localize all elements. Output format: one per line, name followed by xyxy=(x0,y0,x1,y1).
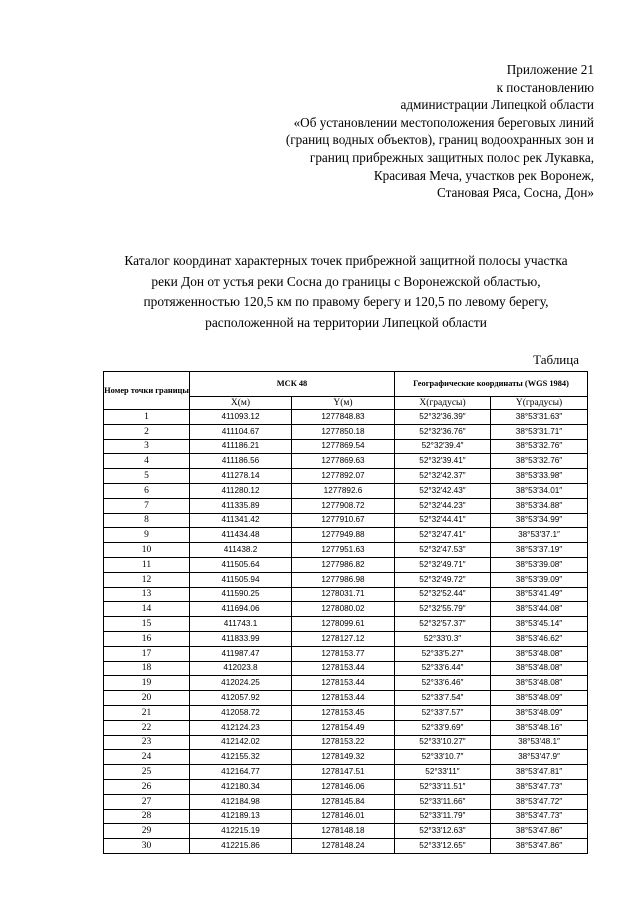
cell-msk-x: 411093.12 xyxy=(190,410,292,425)
cell-msk-y: 1277910.67 xyxy=(292,513,395,528)
cell-point-number: 7 xyxy=(104,498,190,513)
cell-geo-x: 52°33′12.63″ xyxy=(395,824,491,839)
cell-msk-x: 412184.98 xyxy=(190,794,292,809)
cell-point-number: 28 xyxy=(104,809,190,824)
cell-geo-x: 52°33′0.3″ xyxy=(395,631,491,646)
table-row xyxy=(104,602,588,617)
cell-geo-x: 52°33′9.69″ xyxy=(395,720,491,735)
cell-msk-x: 411590.25 xyxy=(190,587,292,602)
table-row xyxy=(104,439,588,454)
cell-msk-x: 411833.99 xyxy=(190,631,292,646)
table-row xyxy=(104,513,588,528)
cell-msk-x: 412057.92 xyxy=(190,691,292,706)
cell-point-number: 15 xyxy=(104,617,190,632)
cell-msk-y: 1277951.63 xyxy=(292,543,395,558)
table-row xyxy=(104,498,588,513)
cell-geo-y: 38°53′37.1″ xyxy=(491,528,588,543)
cell-msk-y: 1278153.77 xyxy=(292,646,395,661)
cell-msk-y: 1277908.72 xyxy=(292,498,395,513)
cell-geo-y: 38°53′39.08″ xyxy=(491,557,588,572)
cell-msk-x: 412142.02 xyxy=(190,735,292,750)
table-label: Таблица xyxy=(533,352,579,367)
document-title xyxy=(72,251,620,333)
appendix-line: к постановлению xyxy=(496,79,594,95)
cell-point-number: 22 xyxy=(104,720,190,735)
appendix-line: Приложение 21 xyxy=(506,62,594,77)
cell-msk-x: 412024.25 xyxy=(190,676,292,691)
cell-geo-y: 38°53′34.88″ xyxy=(491,498,588,513)
cell-msk-y: 1278153.44 xyxy=(292,691,395,706)
cell-geo-y: 38°53′44.08″ xyxy=(491,602,588,617)
table-row xyxy=(104,824,588,839)
cell-geo-y: 38°53′48.08″ xyxy=(491,646,588,661)
table-row xyxy=(104,410,588,425)
cell-msk-x: 411186.21 xyxy=(190,439,292,454)
table-row xyxy=(104,483,588,498)
cell-geo-y: 38°53′31.63″ xyxy=(491,410,588,425)
cell-point-number: 23 xyxy=(104,735,190,750)
cell-geo-y: 38°53′33.98″ xyxy=(491,469,588,484)
cell-msk-y: 1277869.54 xyxy=(292,439,395,454)
cell-msk-x: 411987.47 xyxy=(190,646,292,661)
header-msk: МСК 48 xyxy=(190,372,395,397)
cell-msk-x: 412164.77 xyxy=(190,765,292,780)
cell-geo-y: 38°53′47.86″ xyxy=(491,839,588,854)
cell-geo-y: 38°53′32.76″ xyxy=(491,439,588,454)
cell-geo-y: 38°53′47.86″ xyxy=(491,824,588,839)
cell-geo-y: 38°53′47.72″ xyxy=(491,794,588,809)
table-row xyxy=(104,424,588,439)
table-row xyxy=(104,839,588,854)
appendix-line: «Об установлении местоположения береговых линий xyxy=(293,114,594,130)
cell-msk-y: 1278153.45 xyxy=(292,705,395,720)
cell-geo-y: 38°53′46.62″ xyxy=(491,631,588,646)
cell-point-number: 17 xyxy=(104,646,190,661)
table-row xyxy=(104,661,588,676)
cell-geo-x: 52°32′44.41″ xyxy=(395,513,491,528)
cell-geo-y: 38°53′31.71″ xyxy=(491,424,588,439)
cell-geo-y: 38°53′48.08″ xyxy=(491,676,588,691)
cell-msk-y: 1277869.63 xyxy=(292,454,395,469)
cell-msk-x: 412023.8 xyxy=(190,661,292,676)
cell-geo-y: 38°53′37.19″ xyxy=(491,543,588,558)
cell-msk-x: 411341.42 xyxy=(190,513,292,528)
cell-point-number: 25 xyxy=(104,765,190,780)
table-row xyxy=(104,676,588,691)
cell-geo-x: 52°33′6.44″ xyxy=(395,661,491,676)
cell-msk-y: 1277892.07 xyxy=(292,469,395,484)
cell-msk-y: 1278153.22 xyxy=(292,735,395,750)
cell-point-number: 2 xyxy=(104,424,190,439)
table-row xyxy=(104,765,588,780)
cell-msk-x: 412124.23 xyxy=(190,720,292,735)
cell-msk-y: 1277850.18 xyxy=(292,424,395,439)
appendix-line: Красивая Меча, участков рек Воронеж, xyxy=(373,167,594,183)
table-row xyxy=(104,587,588,602)
cell-point-number: 24 xyxy=(104,750,190,765)
cell-point-number: 30 xyxy=(104,839,190,854)
cell-point-number: 9 xyxy=(104,528,190,543)
cell-msk-x: 411278.14 xyxy=(190,469,292,484)
appendix-header xyxy=(174,61,594,202)
cell-geo-y: 38°53′48.09″ xyxy=(491,705,588,720)
subheader-y-deg: Y(градусы) xyxy=(491,397,588,410)
cell-msk-x: 411104.67 xyxy=(190,424,292,439)
cell-msk-y: 1278153.44 xyxy=(292,661,395,676)
cell-geo-x: 52°32′42.43″ xyxy=(395,483,491,498)
cell-point-number: 16 xyxy=(104,631,190,646)
cell-msk-y: 1277949.88 xyxy=(292,528,395,543)
cell-geo-y: 38°53′47.9″ xyxy=(491,750,588,765)
cell-point-number: 5 xyxy=(104,469,190,484)
cell-geo-x: 52°32′39.4″ xyxy=(395,439,491,454)
cell-geo-y: 38°53′41.49″ xyxy=(491,587,588,602)
cell-point-number: 11 xyxy=(104,557,190,572)
cell-geo-y: 38°53′39.09″ xyxy=(491,572,588,587)
cell-geo-x: 52°32′39.41″ xyxy=(395,454,491,469)
table-row xyxy=(104,572,588,587)
cell-msk-y: 1278154.49 xyxy=(292,720,395,735)
header-point-number: Номер точки границы xyxy=(104,372,190,410)
cell-geo-x: 52°32′57.37″ xyxy=(395,617,491,632)
cell-geo-x: 52°32′52.44″ xyxy=(395,587,491,602)
title-line: расположенной на территории Липецкой области xyxy=(205,314,487,330)
cell-geo-x: 52°32′55.79″ xyxy=(395,602,491,617)
cell-point-number: 19 xyxy=(104,676,190,691)
cell-msk-x: 412215.19 xyxy=(190,824,292,839)
table-row xyxy=(104,809,588,824)
cell-msk-x: 412180.34 xyxy=(190,779,292,794)
cell-msk-y: 1278148.18 xyxy=(292,824,395,839)
cell-msk-y: 1278146.01 xyxy=(292,809,395,824)
table-row xyxy=(104,705,588,720)
table-row xyxy=(104,646,588,661)
header-geographic: Географические координаты (WGS 1984) xyxy=(395,372,588,397)
cell-geo-y: 38°53′48.1″ xyxy=(491,735,588,750)
table-row xyxy=(104,691,588,706)
cell-msk-y: 1278146.06 xyxy=(292,779,395,794)
cell-point-number: 13 xyxy=(104,587,190,602)
table-row xyxy=(104,543,588,558)
table-row xyxy=(104,528,588,543)
table-row xyxy=(104,617,588,632)
cell-geo-x: 52°32′42.37″ xyxy=(395,469,491,484)
cell-msk-y: 1278127.12 xyxy=(292,631,395,646)
cell-point-number: 14 xyxy=(104,602,190,617)
cell-point-number: 6 xyxy=(104,483,190,498)
appendix-line: границ прибрежных защитных полос рек Лукавка, xyxy=(309,149,594,165)
table-row xyxy=(104,720,588,735)
cell-geo-y: 38°53′47.73″ xyxy=(491,779,588,794)
cell-point-number: 29 xyxy=(104,824,190,839)
table-row xyxy=(104,779,588,794)
cell-point-number: 26 xyxy=(104,779,190,794)
cell-msk-y: 1277986.82 xyxy=(292,557,395,572)
subheader-x-deg: X(градусы) xyxy=(395,397,491,410)
cell-msk-y: 1278031.71 xyxy=(292,587,395,602)
cell-geo-y: 38°53′48.08″ xyxy=(491,661,588,676)
cell-geo-x: 52°33′11.79″ xyxy=(395,809,491,824)
table-row xyxy=(104,631,588,646)
cell-geo-x: 52°32′49.72″ xyxy=(395,572,491,587)
cell-geo-x: 52°33′11.66″ xyxy=(395,794,491,809)
cell-point-number: 4 xyxy=(104,454,190,469)
cell-msk-x: 411438.2 xyxy=(190,543,292,558)
cell-msk-x: 411280.12 xyxy=(190,483,292,498)
cell-msk-x: 412058.72 xyxy=(190,705,292,720)
cell-geo-y: 38°53′48.09″ xyxy=(491,691,588,706)
cell-msk-x: 411505.64 xyxy=(190,557,292,572)
cell-point-number: 1 xyxy=(104,410,190,425)
cell-geo-y: 38°53′48.16″ xyxy=(491,720,588,735)
cell-msk-x: 412189.13 xyxy=(190,809,292,824)
cell-msk-y: 1278080.02 xyxy=(292,602,395,617)
title-line: протяженностью 120,5 км по правому берегу и 120,5 по левому берегу, xyxy=(143,294,549,309)
cell-msk-x: 411694.06 xyxy=(190,602,292,617)
cell-geo-y: 38°53′45.14″ xyxy=(491,617,588,632)
cell-msk-y: 1278148.24 xyxy=(292,839,395,854)
cell-msk-y: 1278099.61 xyxy=(292,617,395,632)
cell-point-number: 10 xyxy=(104,543,190,558)
table-row xyxy=(104,557,588,572)
cell-msk-y: 1277892.6 xyxy=(292,483,395,498)
cell-point-number: 8 xyxy=(104,513,190,528)
cell-msk-y: 1278149.32 xyxy=(292,750,395,765)
cell-point-number: 27 xyxy=(104,794,190,809)
cell-point-number: 3 xyxy=(104,439,190,454)
subheader-x-m: X(м) xyxy=(190,397,292,410)
coordinates-table xyxy=(103,371,588,854)
table-row xyxy=(104,469,588,484)
cell-msk-x: 412215.86 xyxy=(190,839,292,854)
cell-msk-x: 411434.48 xyxy=(190,528,292,543)
cell-msk-y: 1278145.84 xyxy=(292,794,395,809)
cell-geo-x: 52°33′11″ xyxy=(395,765,491,780)
title-line: Каталог координат характерных точек прибрежной защитной полосы участка xyxy=(124,253,568,268)
cell-msk-x: 411186.56 xyxy=(190,454,292,469)
cell-msk-y: 1277986.98 xyxy=(292,572,395,587)
table-row xyxy=(104,750,588,765)
cell-geo-x: 52°33′10.7″ xyxy=(395,750,491,765)
cell-geo-x: 52°33′7.57″ xyxy=(395,705,491,720)
table-row xyxy=(104,735,588,750)
cell-geo-y: 38°53′34.99″ xyxy=(491,513,588,528)
cell-geo-x: 52°32′47.41″ xyxy=(395,528,491,543)
cell-point-number: 21 xyxy=(104,705,190,720)
cell-geo-x: 52°33′6.46″ xyxy=(395,676,491,691)
cell-geo-x: 52°33′10.27″ xyxy=(395,735,491,750)
cell-point-number: 18 xyxy=(104,661,190,676)
cell-msk-x: 411335.89 xyxy=(190,498,292,513)
cell-geo-y: 38°53′47.81″ xyxy=(491,765,588,780)
table-body xyxy=(104,410,588,854)
title-line: реки Дон от устья реки Сосна до границы с Воронежской областью, xyxy=(151,273,541,289)
cell-geo-x: 52°32′36.39″ xyxy=(395,410,491,425)
cell-msk-y: 1277848.83 xyxy=(292,410,395,425)
cell-geo-x: 52°33′5.27″ xyxy=(395,646,491,661)
cell-geo-x: 52°33′12.65″ xyxy=(395,839,491,854)
subheader-y-m: Y(м) xyxy=(292,397,395,410)
cell-msk-x: 411505.94 xyxy=(190,572,292,587)
cell-point-number: 12 xyxy=(104,572,190,587)
cell-geo-y: 38°53′47.73″ xyxy=(491,809,588,824)
cell-geo-x: 52°33′7.54″ xyxy=(395,691,491,706)
cell-point-number: 20 xyxy=(104,691,190,706)
cell-geo-x: 52°32′49.71″ xyxy=(395,557,491,572)
cell-geo-x: 52°32′47.53″ xyxy=(395,543,491,558)
cell-msk-x: 411743.1 xyxy=(190,617,292,632)
cell-geo-x: 52°33′11.51″ xyxy=(395,779,491,794)
cell-msk-y: 1278147.51 xyxy=(292,765,395,780)
cell-geo-y: 38°53′34.01″ xyxy=(491,483,588,498)
table-row xyxy=(104,794,588,809)
appendix-line: администрации Липецкой области xyxy=(400,97,594,113)
appendix-line: Становая Ряса, Сосна, Дон» xyxy=(437,185,594,201)
table-row xyxy=(104,454,588,469)
cell-geo-x: 52°32′36.76″ xyxy=(395,424,491,439)
cell-msk-y: 1278153.44 xyxy=(292,676,395,691)
cell-geo-y: 38°53′32.76″ xyxy=(491,454,588,469)
cell-msk-x: 412155.32 xyxy=(190,750,292,765)
appendix-line: (границ водных объектов), границ водоохранных зон и xyxy=(285,132,594,148)
cell-geo-x: 52°32′44.23″ xyxy=(395,498,491,513)
